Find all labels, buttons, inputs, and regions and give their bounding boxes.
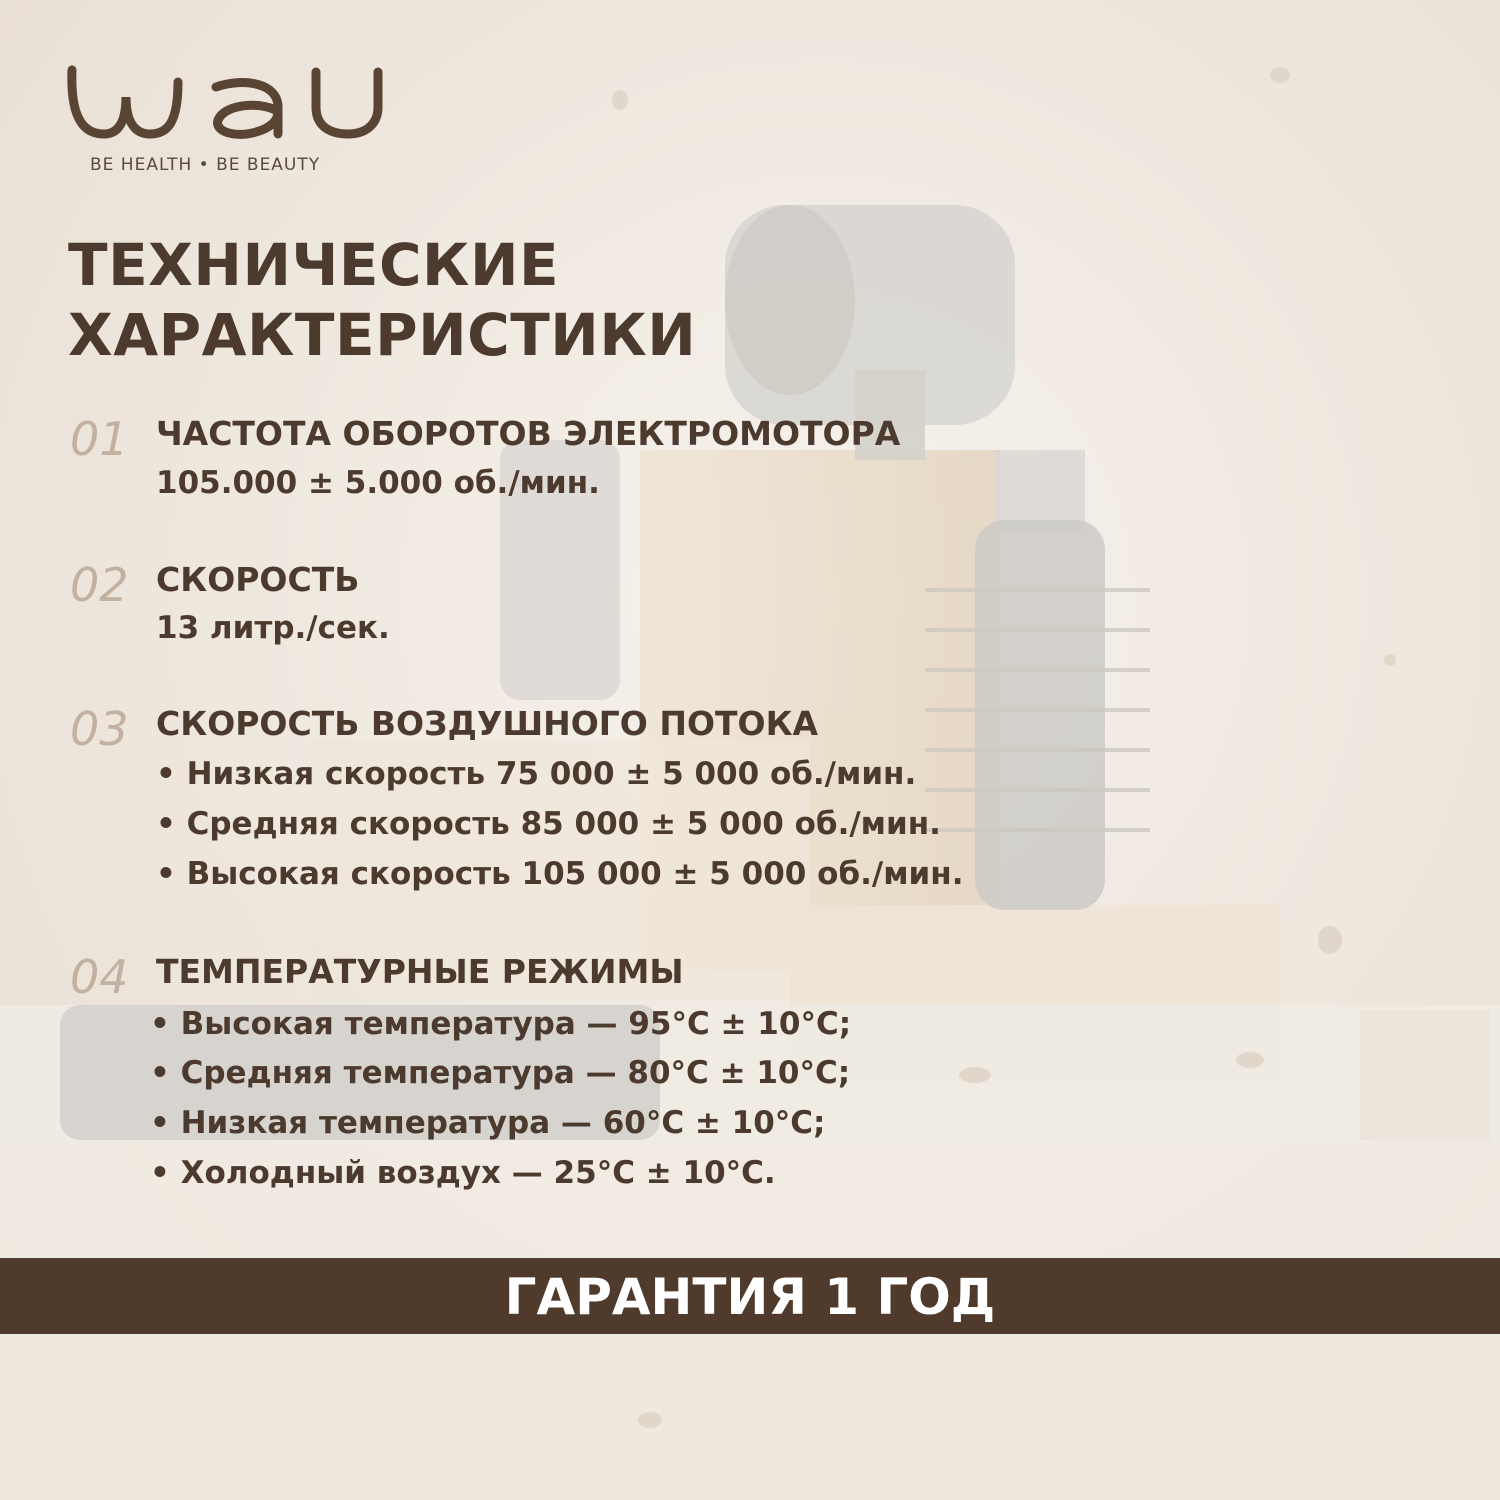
- spec-heading-02: СКОРОСТЬ: [156, 560, 360, 599]
- page-title: [68, 230, 696, 370]
- brand-logo: [66, 62, 386, 142]
- warranty-banner-text: ГАРАНТИЯ 1 ГОД: [504, 1268, 996, 1326]
- spec-list-item: • Высокая температура — 95°C ± 10°C;: [150, 1006, 852, 1042]
- spec-list-item: • Низкая скорость 75 000 ± 5 000 об./мин.: [156, 756, 917, 792]
- spec-value-02: 13 литр./сек.: [156, 610, 390, 646]
- spec-number-01: 01: [70, 412, 129, 466]
- spec-list-item: • Низкая температура — 60°C ± 10°C;: [150, 1105, 826, 1141]
- spec-list-item: • Средняя температура — 80°C ± 10°C;: [150, 1055, 851, 1091]
- spec-heading-01: ЧАСТОТА ОБОРОТОВ ЭЛЕКТРОМОТОРА: [156, 414, 901, 453]
- warranty-banner: [0, 1258, 1500, 1334]
- spec-heading-03: СКОРОСТЬ ВОЗДУШНОГО ПОТОКА: [156, 704, 819, 743]
- brand-tagline: BE HEALTH • BE BEAUTY: [90, 155, 321, 175]
- page-title-line-2: ХАРАКТЕРИСТИКИ: [68, 301, 697, 369]
- page-title-line-1: ТЕХНИЧЕСКИЕ: [68, 231, 560, 299]
- spec-number-04: 04: [70, 950, 129, 1004]
- spec-number-03: 03: [70, 702, 129, 756]
- spec-list-item: • Высокая скорость 105 000 ± 5 000 об./мин.: [156, 856, 964, 892]
- spec-number-02: 02: [70, 558, 129, 612]
- spec-value-01: 105.000 ± 5.000 об./мин.: [156, 465, 600, 501]
- spec-heading-04: ТЕМПЕРАТУРНЫЕ РЕЖИМЫ: [156, 952, 684, 991]
- spec-list-item: • Холодный воздух — 25°C ± 10°C.: [150, 1155, 776, 1191]
- spec-list-item: • Средняя скорость 85 000 ± 5 000 об./мин.: [156, 806, 941, 842]
